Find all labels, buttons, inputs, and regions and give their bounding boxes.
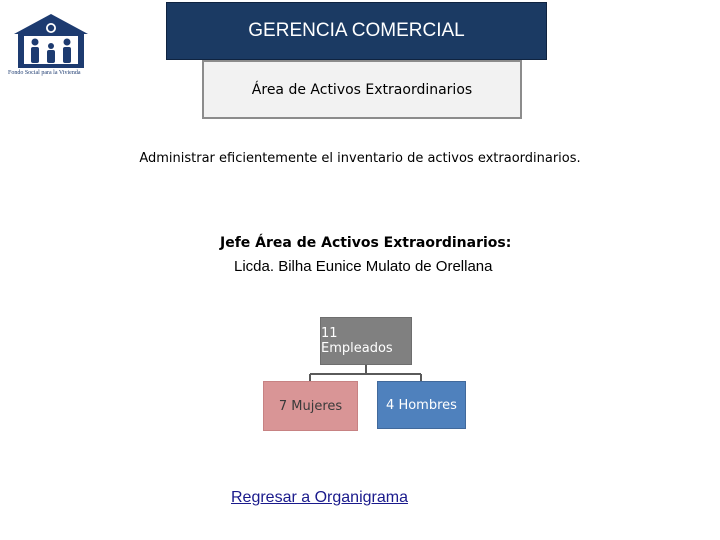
house-family-logo-icon: [8, 12, 94, 70]
head-title: Jefe Área de Activos Extraordinarios:: [220, 235, 512, 251]
women-node: [263, 381, 358, 431]
objective-text: Administrar eficientemente el inventario de activos extraordinarios.: [139, 151, 581, 166]
area-title-box: [202, 60, 522, 119]
area-title: Área de Activos Extraordinarios: [251, 81, 473, 98]
back-to-org-chart-link[interactable]: Regresar a Organigrama: [231, 489, 408, 506]
department-title-box: [166, 2, 547, 60]
logo: [8, 12, 94, 80]
men-label: 4 Hombres: [386, 397, 457, 413]
total-employees-node: [320, 317, 412, 365]
head-name: Licda. Bilha Eunice Mulato de Orellana: [234, 258, 493, 275]
logo-caption: Fondo Social para la Vivienda: [8, 70, 81, 76]
men-node: [377, 381, 466, 429]
total-employees-label: 11 Empleados: [321, 326, 393, 356]
department-title: GERENCIA COMERCIAL: [248, 20, 465, 41]
women-label: 7 Mujeres: [278, 398, 343, 414]
